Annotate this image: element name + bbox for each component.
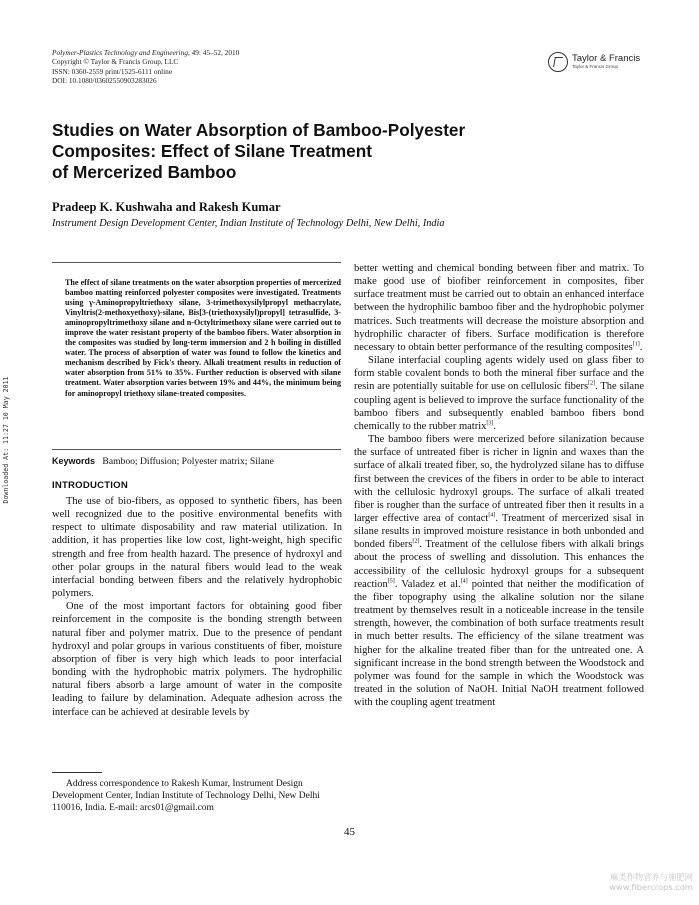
citation-ref: [3] (486, 420, 494, 427)
paragraph-text: The bamboo fibers were mercerized before silanization because the surface of untreated fiber is richer in lignin and waxes than the surface of alkali treated fiber, so, the hydrolyzed silane has to diffuse first between the crevices of the fibers in order to be able to interact with the cellulosic hydroxyl groups. The surface of alkali treated fiber is rougher than the surface of untreated fiber then it results in a larger effective area of contact (354, 434, 644, 524)
journal-citation (52, 48, 412, 57)
citation-ref: [2] (412, 538, 420, 545)
paragraph (354, 433, 644, 709)
section-heading: INTRODUCTION (52, 480, 128, 491)
paragraph-text: . Treatment of mercerized sisal in silane results in improved moisture resistance in both unbonded and bonded fibers (354, 512, 644, 551)
issn-line: ISSN: 0360-2559 print/1525-6111 online (52, 66, 173, 76)
paragraph-text: . (639, 341, 643, 353)
right-column (354, 262, 644, 709)
citation-ref: [4] (488, 512, 496, 519)
title-line: Studies on Water Absorption of Bamboo-Polyester (52, 120, 466, 140)
citation-ref: [5] (387, 578, 395, 585)
journal-name: Polymer-Plastics Technology and Engineering (52, 48, 188, 57)
doi-line: DOI: 10.1080/03602550903283026 (52, 76, 157, 86)
paragraph-text: Silane interfacial coupling agents widely used on glass fiber to form stable covalent bonds to both the mineral fiber surface and the resin are potentially suitable for use on cellulosic fibers (354, 355, 644, 393)
paragraph (354, 354, 644, 433)
publisher-name: Taylor & Francis (572, 53, 641, 64)
paragraph-text: pointed that neither the modification of the fiber topography using the alkaline solution nor the silane treatment by themselves result in a noticeable increase in the tensile strength, however, the combination of both surface treatments result in much better results. The efficiency of the silane treatment was higher for the alkaline treated fiber than for the untreated one. A significant increase in the bond strength between the Woodstock and polymer was found for the sample in which the Woodstock was treated in the solution of NaOH. Initial NaOH treatment followed with the coupling agent treatment (354, 578, 644, 709)
paragraph-text: better wetting and chemical bonding between fiber and matrix. To make good use of biofiber reinforcement in composites, fiber surface treatment must be carried out to obtain an enhanced interface between the hydrophilic bamboo fiber and the hydrophobic polymer matrices. Such treatments will decrease the moisture absorption and hydrophilic character of fibers. Surface modification is therefore necessary to obtain better performance of the resulting composites (354, 263, 644, 353)
citation-ref: [1] (632, 341, 640, 348)
page-number: 45 (344, 826, 355, 838)
footnote-text: Address correspondence to Rakesh Kumar, Instrument Design Development Center, Indian Institute of Technology Delhi, New Delhi 110016, India. E-mail: arcs01@gmail.com (52, 779, 320, 813)
authors: Pradeep K. Kushwaha and Rakesh Kumar (52, 200, 281, 214)
title-line: of Mercerized Bamboo (52, 162, 237, 182)
left-column (52, 495, 342, 719)
keywords (52, 456, 341, 467)
citation-ref: [4] (460, 578, 468, 585)
affiliation: Instrument Design Development Center, Indian Institute of Technology Delhi, New Delhi, India (52, 218, 445, 229)
watermark-line: www.fibercrops.com (609, 882, 693, 892)
paragraph-text: . (493, 420, 496, 432)
taylor-francis-logo-icon (548, 52, 568, 72)
watermark-line: 麻类作物营养与施肥网 (610, 872, 693, 882)
abstract-top-rule (52, 262, 341, 263)
citation-ref: [2] (588, 380, 596, 387)
watermark (563, 872, 693, 892)
paragraph: The use of bio-fibers, as opposed to synthetic fibers, has been well recognized due to the positive environmental benefits with respect to ultimate disposability and raw material utilization. In addition, it has properties like low cost, light-weight, high specific strength and free from health hazard. The presence of hydroxyl and other polar groups in the natural fibers would lead to the weak interfacial bonding between fibers and the relatively hydrophobic polymers. (52, 496, 342, 600)
abstract-bottom-rule (52, 449, 341, 450)
footnote-rule (52, 772, 102, 773)
paragraph-text: . Treatment of the cellulose fibers with alkali brings about the process of swelling and dissolution. This enhances the accessibility of the cellulosic hydroxyl groups for a subsequent reaction (354, 539, 644, 590)
paragraph-text: . The silane coupling agent is believed to improve the surface functionality of the bamboo fibers and subsequently enabled bamboo fibers bond chemically to the rubber matrix (354, 381, 644, 432)
publisher-logo (548, 52, 668, 78)
footnote (52, 778, 342, 814)
keywords-text: Bamboo; Diffusion; Polyester matrix; Silane (102, 456, 274, 467)
download-stamp-text: Downloaded At: 11:27 10 May 2011 (2, 376, 10, 504)
abstract: The effect of silane treatments on the water absorption properties of mercerized bamboo matting reinforced polyester composites were investigated. Treatments using γ-Aminopropyltriethoxy silane, 3-trimethoxysilylpropyl methacrylate, Vinyltris(2-methoxyethoxy)-silane, Bis[3-(triethoxysilyl)propyl] tetrasulfide, 3-aminopropyltrimethoxy silane and n-Octyltrimethoxy silane were carried out to improve the water resistant property of the bamboo fibers. Water absorption in the composites was studied by long-term immersion and 2 h boiling in distilled water. The process of absorption of water was found to follow the kinetics and mechanism described by Fick's theory. Alkali treatment results in reduction of water absorption from 51% to 35%. Further reduction is observed with silane treatment. Water absorption varies between 19% and 44%, the minimum being for aminopropyl triethoxy silane-treated composites. (65, 278, 341, 398)
paragraph (354, 262, 644, 354)
paragraph-text: . Valadez et al. (394, 578, 461, 590)
copyright-line: Copyright © Taylor & Francis Group, LLC (52, 57, 179, 67)
publisher-tagline: Taylor & Francis Group (572, 64, 619, 69)
journal-header (52, 48, 412, 86)
paragraph: One of the most important factors for obtaining good fiber reinforcement in the composite is the bonding strength between natural fiber and polymer matrix. Due to the presence of pendant hydroxyl and polar groups in various constituents of fiber, moisture absorption of fiber is very high which leads to poor interfacial bonding with the hydrophobic matrix polymers. The hydrophilic natural fibers absorb a large amount of water in the composite leading to failure by delamination. Adequate adhesion across the interface can be achieved at desirable levels by (52, 601, 342, 718)
download-stamp (0, 355, 12, 525)
journal-volume: , 49: 45–52, 2010 (187, 48, 240, 57)
title-line: Composites: Effect of Silane Treatment (52, 141, 372, 161)
keywords-label: Keywords (52, 456, 96, 466)
article-title (52, 120, 512, 183)
